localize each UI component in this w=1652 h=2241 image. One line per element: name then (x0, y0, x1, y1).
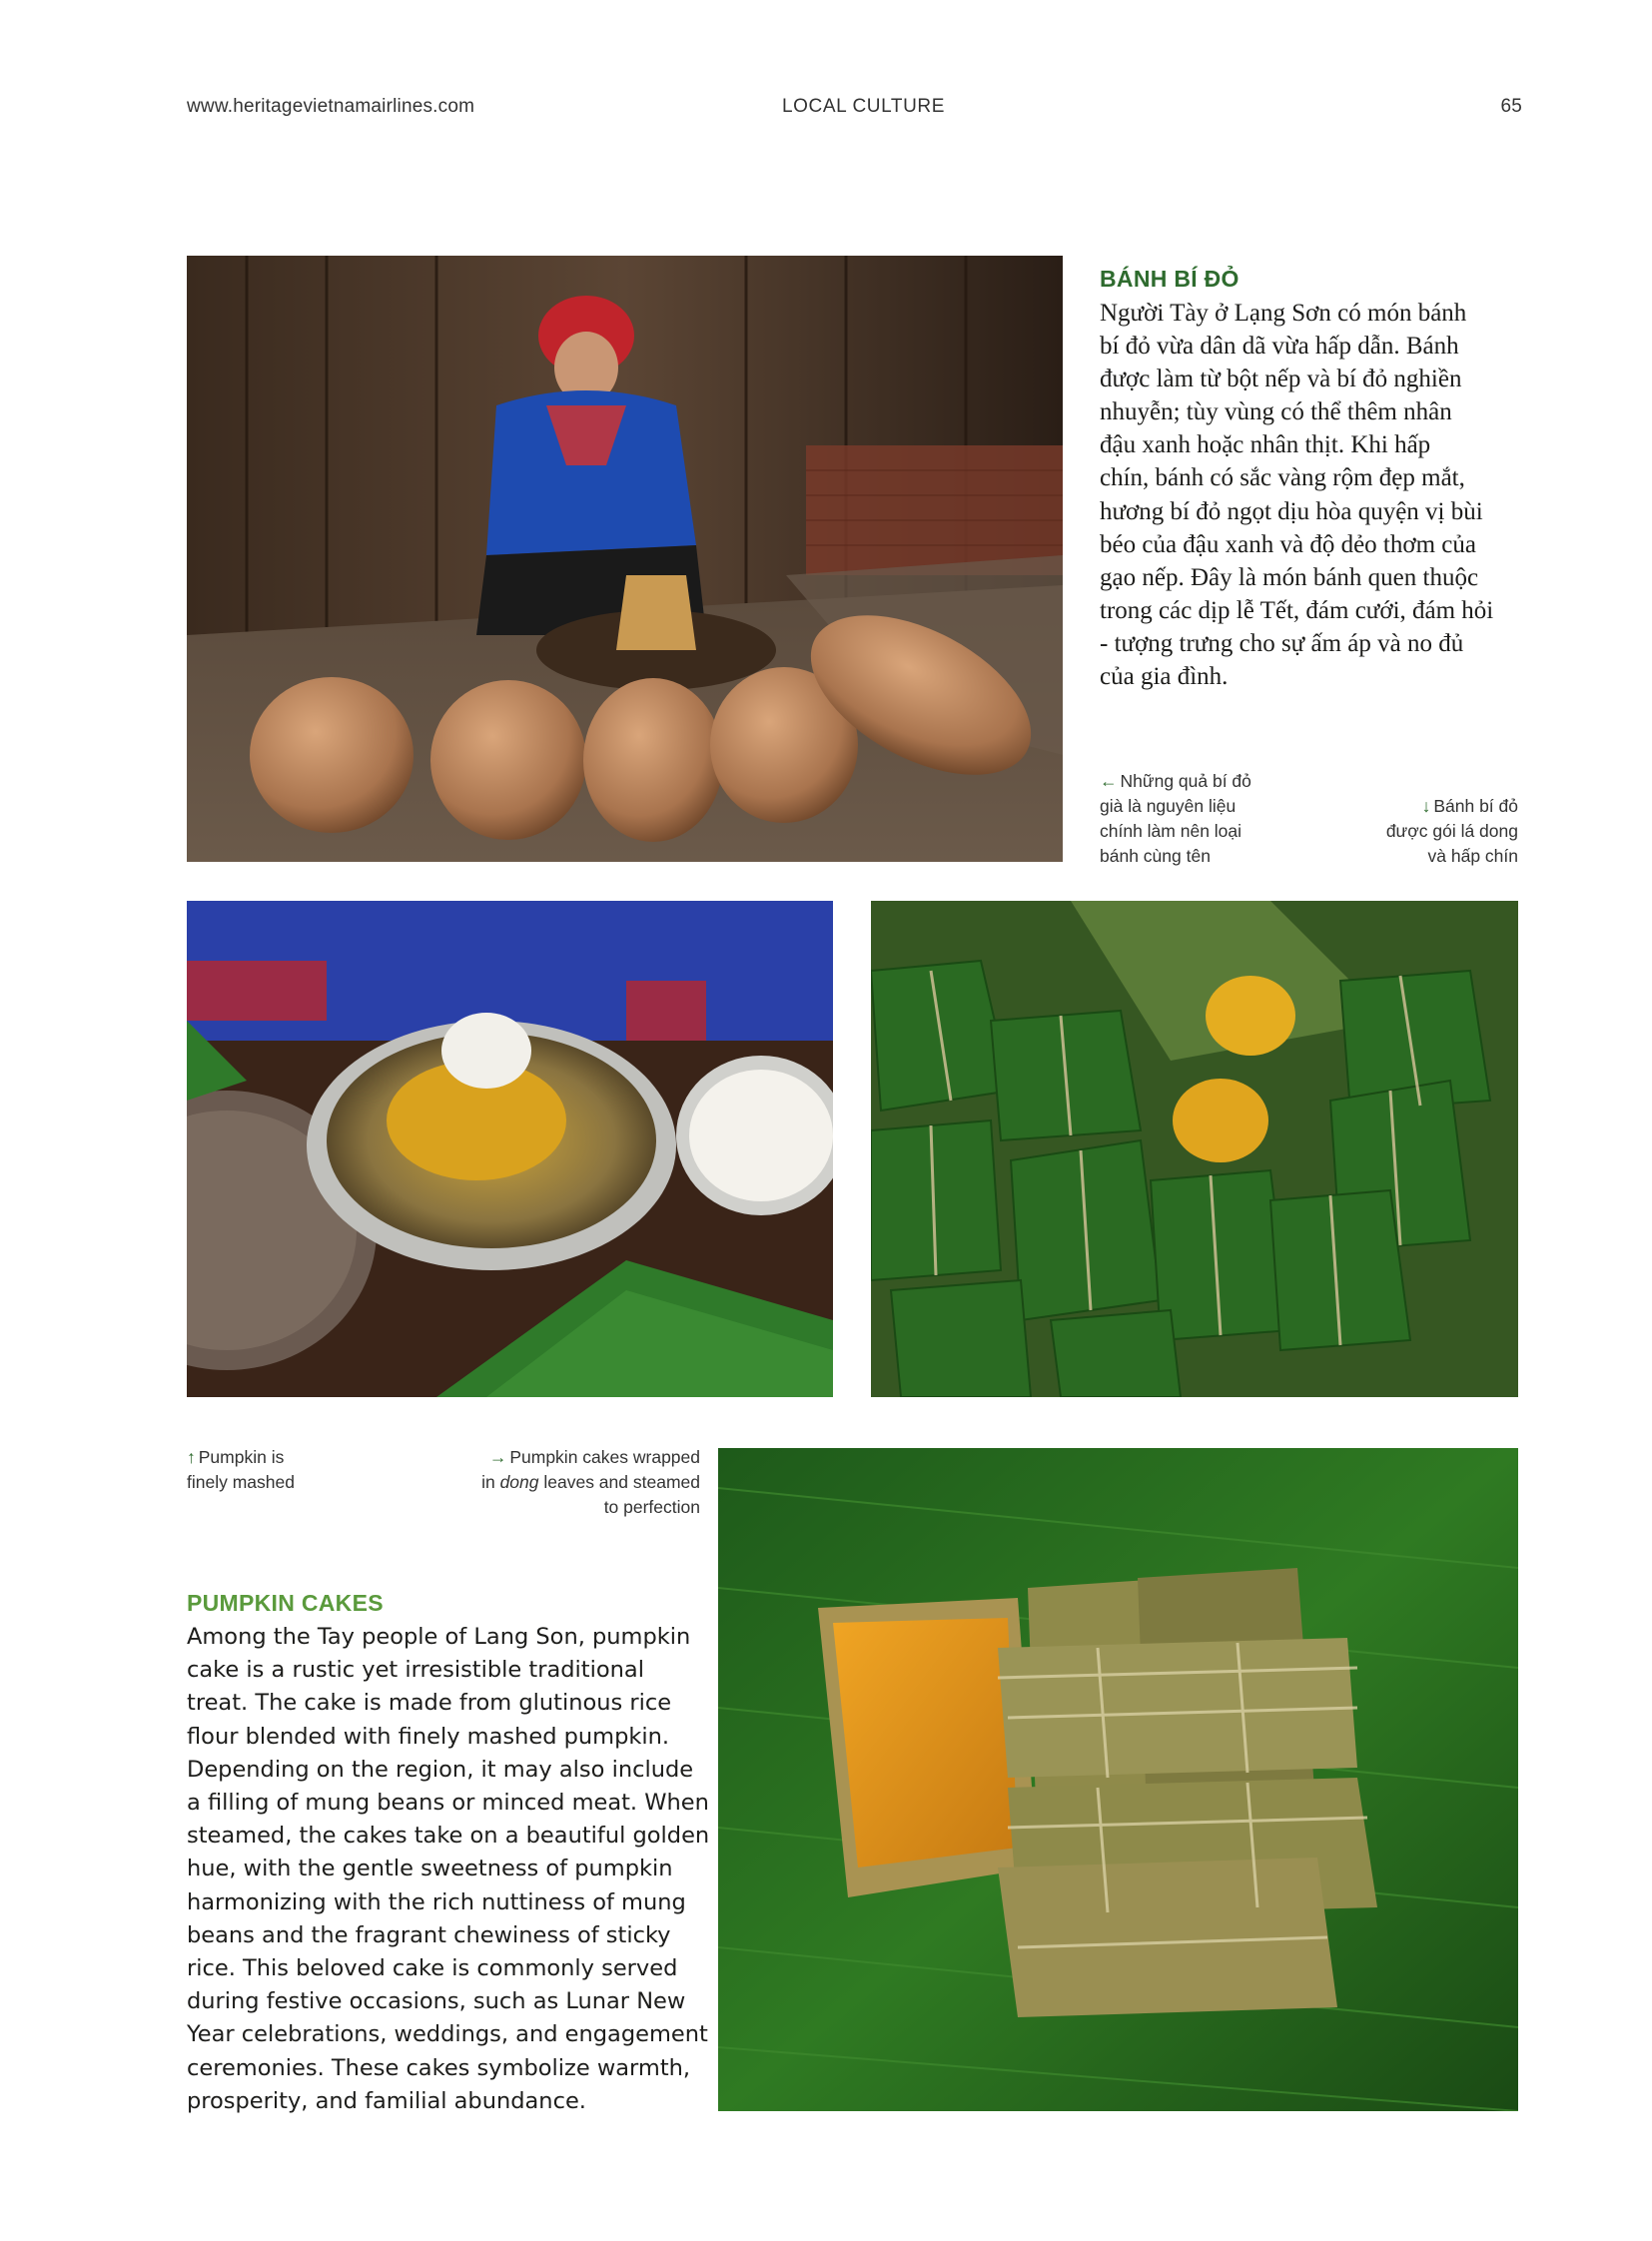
caption-wrapped-en: → Pumpkin cakes wrapped in dong leaves and steamed to perfection (481, 1447, 700, 1517)
arrow-up-icon: ↑ (187, 1447, 196, 1467)
website-url: www.heritagevietnamairlines.com (187, 96, 475, 117)
caption-mashed-en: ↑ Pumpkin is finely mashed (187, 1447, 295, 1492)
arrow-down-icon: ↓ (1421, 796, 1431, 816)
page-number: 65 (1500, 96, 1522, 117)
arrow-left-icon: ← (1100, 771, 1118, 791)
photo-woman-with-pumpkins (187, 256, 1063, 862)
vietnamese-body-text: Người Tày ở Lạng Sơn có món bánh bí đỏ vừa dân dã vừa hấp dẫn. Bánh được làm từ bột nếp và bí đỏ nghiền nhuyễn; tùy vùng có thể thêm nhân đậu xanh hoặc nhân thịt. Khi hấp chín, bánh có sắc vàng rộm đẹp mắt, hương bí đỏ ngọt dịu hòa quyện vị bùi béo của đậu xanh và độ dẻo thơm của gạo nếp. Đây là món bánh quen thuộc trong các dịp lễ Tết, đám cưới, đám hỏi - tượng trưng cho sự ấm áp và no đủ của gia đình. (1100, 300, 1494, 691)
caption-pumpkins-vn: ← Những quả bí đỏ già là nguyên liệu chính làm nên loại bánh cùng tên (1100, 771, 1251, 866)
section-title: LOCAL CULTURE (782, 96, 946, 117)
caption-cakes-vn: ↓ Bánh bí đỏ được gói lá dong và hấp chín (1385, 796, 1518, 866)
english-heading: PUMPKIN CAKES (187, 1590, 384, 1616)
english-body-text: Among the Tay people of Lang Son, pumpkin cake is a rustic yet irresistible traditional treat. The cake is made from glutinous rice flour blended with finely mashed pumpkin. Depending on the region, it may also include a filling of mung beans or minced meat. When steamed, the cakes take on a beautiful golden hue, with the gentle sweetness of pumpkin harmonizing with the rich nuttiness of mung beans and the fragrant chewiness of sticky rice. This beloved cake is commonly served during festive occasions, such as Lunar New Year celebrations, weddings, and engagement ceremonies. These cakes symbolize warmth, prosperity, and familial abundance. (187, 1624, 710, 2114)
photo-mashing-pumpkin (187, 901, 833, 1397)
photo-wrapped-cakes (871, 901, 1518, 1397)
photo-pumpkin-cakes-closeup (718, 1448, 1518, 2111)
vietnamese-heading: BÁNH BÍ ĐỎ (1100, 266, 1239, 292)
arrow-right-icon: → (488, 1447, 507, 1467)
